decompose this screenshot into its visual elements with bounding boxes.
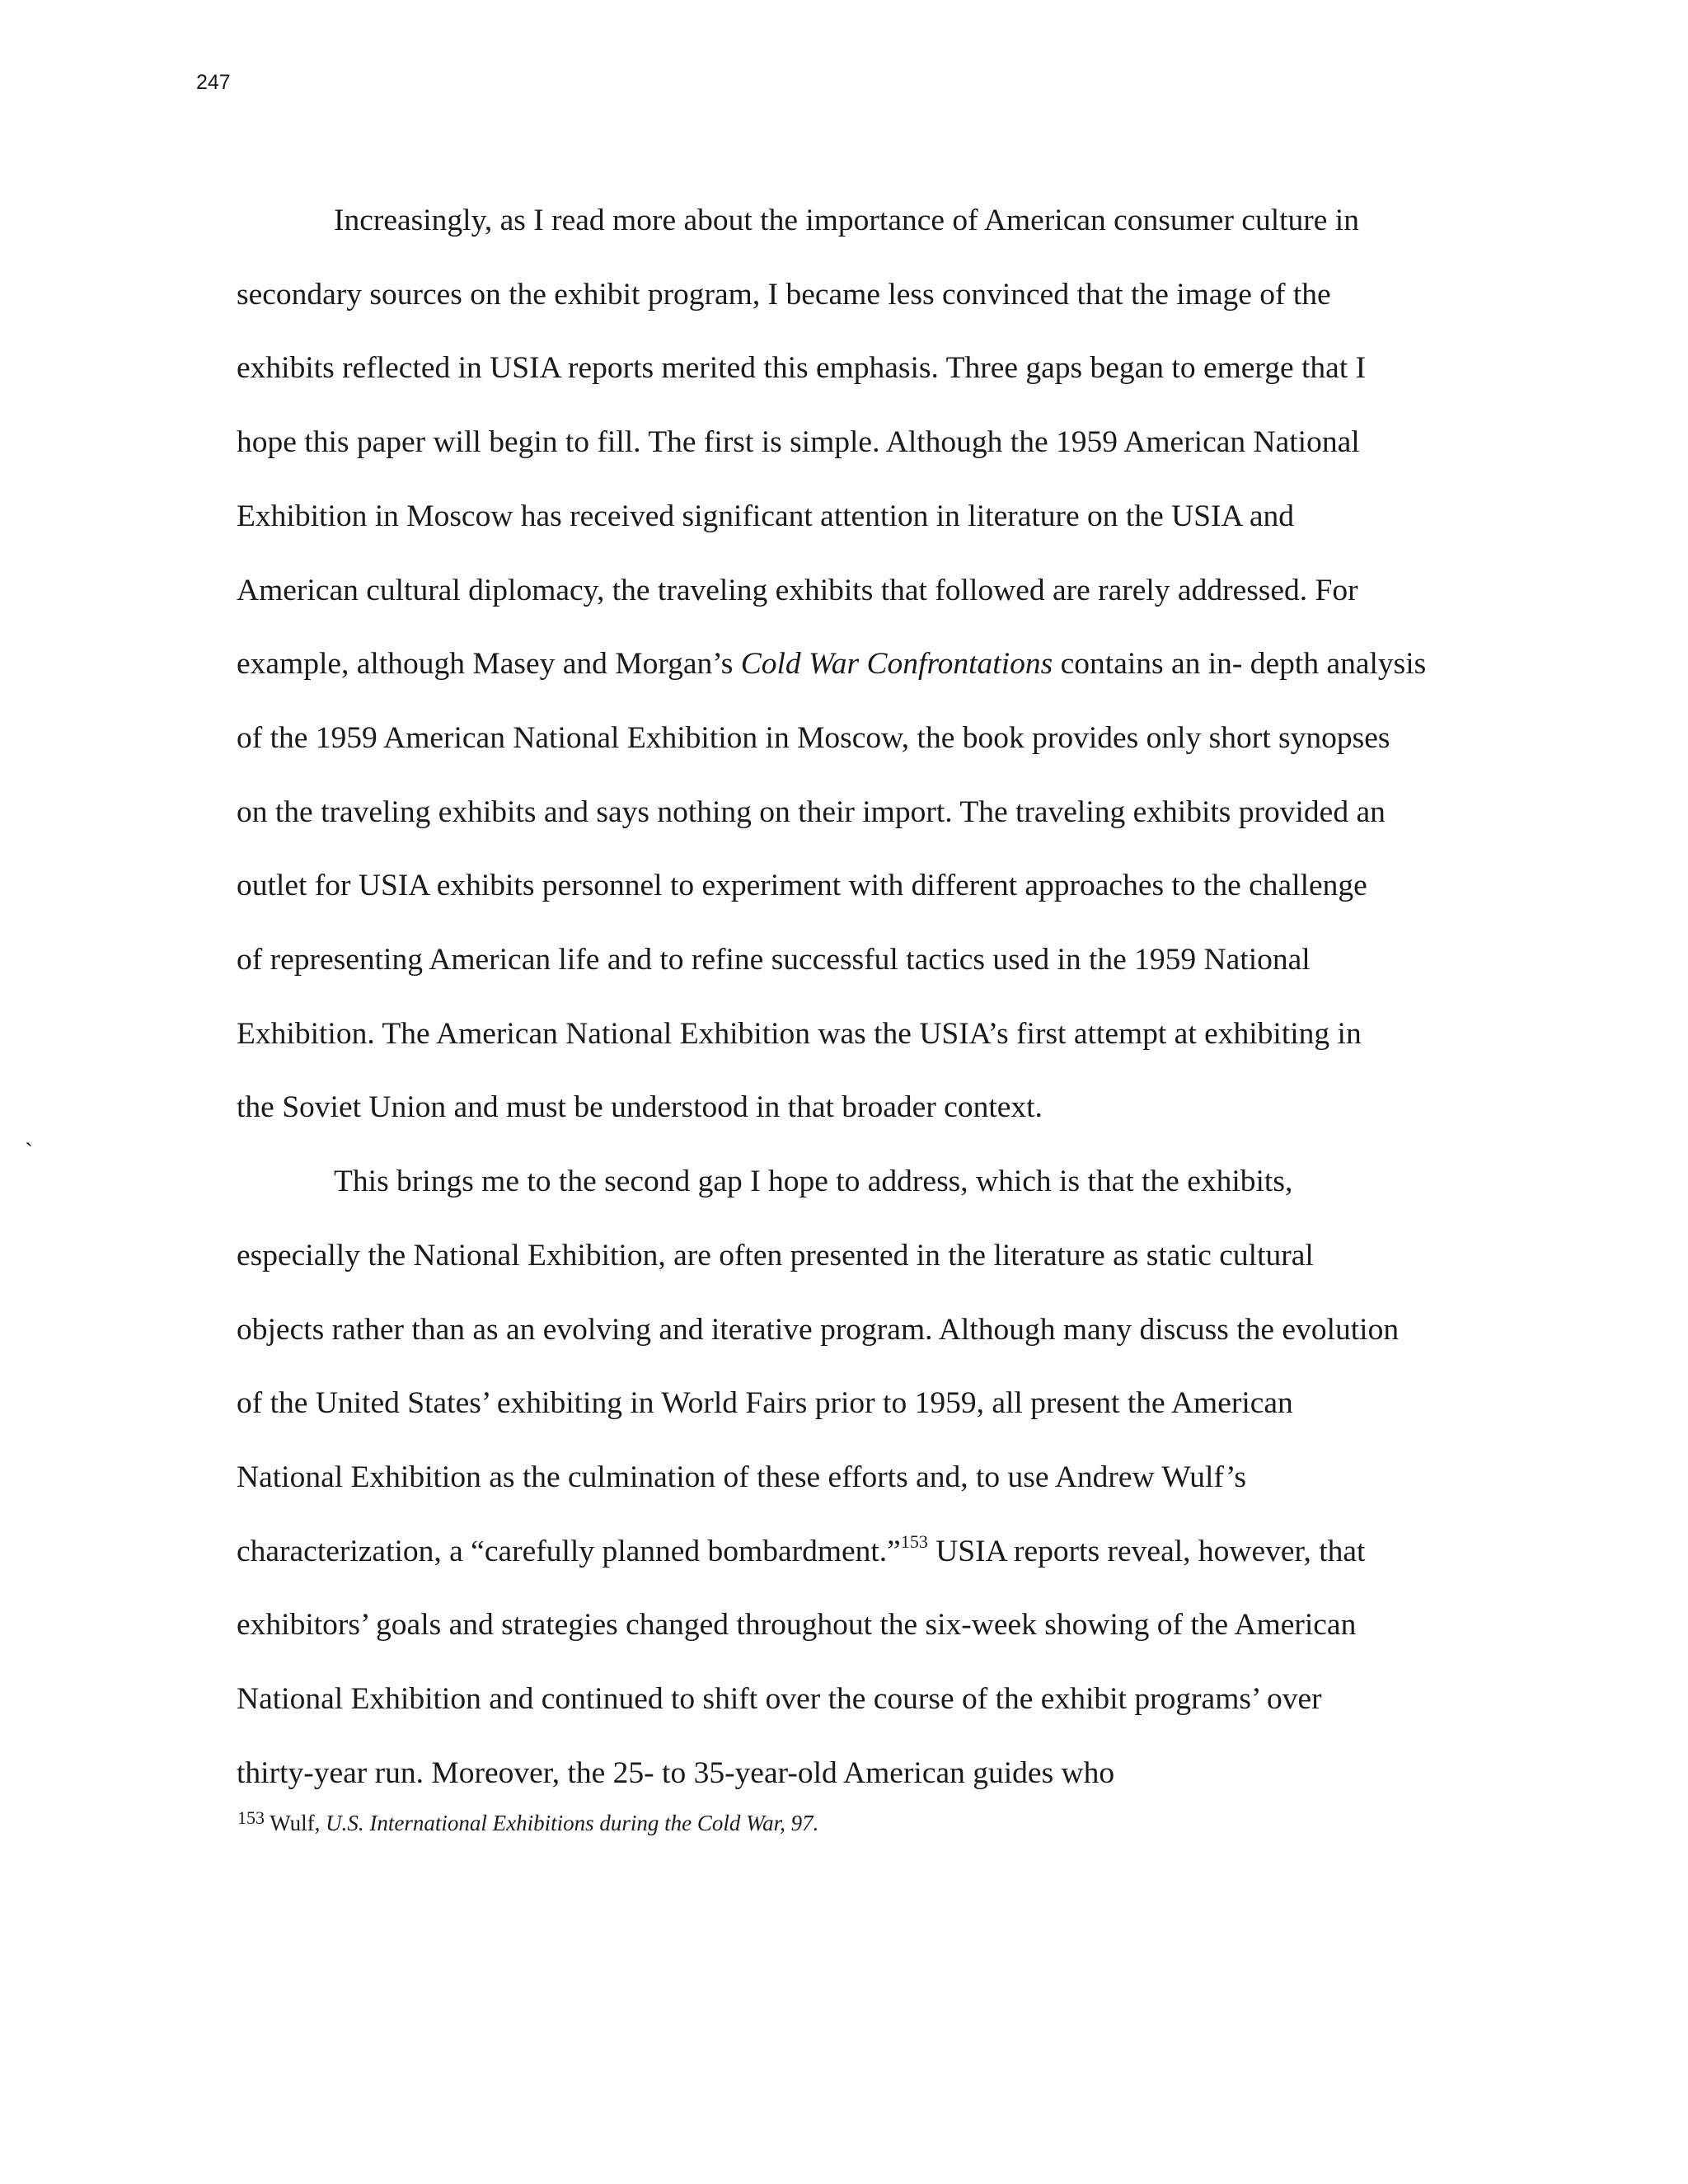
footnote-author: Wulf,	[265, 1811, 326, 1835]
text-line: This brings me to the second gap I hope to address, which is that the exhibits,	[334, 1165, 1293, 1199]
text-line: the Soviet Union and must be understood in that broader context.	[237, 1090, 1043, 1125]
text-line: of the United States’ exhibiting in World Fairs prior to 1959, all present the American	[237, 1386, 1293, 1421]
body-text	[237, 184, 1455, 1810]
text-line: of representing American life and to refine successful tactics used in the 1959 National	[237, 943, 1311, 977]
text-line: Exhibition in Moscow has received significant attention in literature on the USIA and	[237, 499, 1295, 533]
text-segment: USIA reports reveal, however, that	[927, 1534, 1366, 1568]
stray-mark: `	[25, 1138, 33, 1165]
text-line: American cultural diplomacy, the traveling exhibits that followed are rarely addressed. For	[237, 573, 1358, 607]
text-line	[237, 627, 1455, 701]
footnote	[237, 1807, 819, 1836]
paragraph-2	[237, 1145, 1455, 1810]
text-line: secondary sources on the exhibit program, I became less convinced that the image of the	[237, 277, 1331, 312]
paragraph-1	[237, 184, 1455, 1145]
footnote-title: U.S. International Exhibitions during the Cold War, 97.	[326, 1811, 819, 1835]
text-line: exhibits reflected in USIA reports merited this emphasis. Three gaps began to emerge that I	[237, 351, 1367, 386]
text-line: hope this paper will begin to fill. The first is simple. Although the 1959 American National	[237, 425, 1360, 460]
text-line	[237, 1515, 1455, 1589]
text-line: outlet for USIA exhibits personnel to experiment with different approaches to the challenge	[237, 869, 1367, 903]
footnote-reference[interactable]: 153	[900, 1530, 928, 1552]
text-line: of the 1959 American National Exhibition in Moscow, the book provides only short synopses	[237, 720, 1390, 755]
text-line: exhibitors’ goals and strategies changed throughout the six-week showing of the American	[237, 1608, 1357, 1643]
text-line: thirty-year run. Moreover, the 25- to 35-year-old American guides who	[237, 1755, 1115, 1790]
text-line: on the traveling exhibits and says nothing on their import. The traveling exhibits provided an	[237, 794, 1386, 829]
text-line: National Exhibition as the culmination of these efforts and, to use Andrew Wulf’s	[237, 1460, 1246, 1494]
text-line: National Exhibition and continued to shift over the course of the exhibit programs’ over	[237, 1682, 1322, 1717]
text-segment: contains an in- depth analysis	[1053, 647, 1427, 682]
text-line: Exhibition. The American National Exhibition was the USIA’s first attempt at exhibiting in	[237, 1016, 1362, 1051]
text-segment: characterization, a “carefully planned bombardment.”	[237, 1534, 901, 1568]
page-number: 247	[196, 71, 231, 94]
text-segment: example, although Masey and Morgan’s	[237, 647, 741, 682]
text-line: Increasingly, as I read more about the importance of American consumer culture in	[334, 204, 1359, 237]
footnote-number: 153	[237, 1807, 265, 1828]
book-title: Cold War Confrontations	[740, 647, 1053, 682]
text-line: objects rather than as an evolving and iterative program. Although many discuss the evolution	[237, 1312, 1400, 1347]
text-line: especially the National Exhibition, are often presented in the literature as static cultural	[237, 1238, 1314, 1272]
